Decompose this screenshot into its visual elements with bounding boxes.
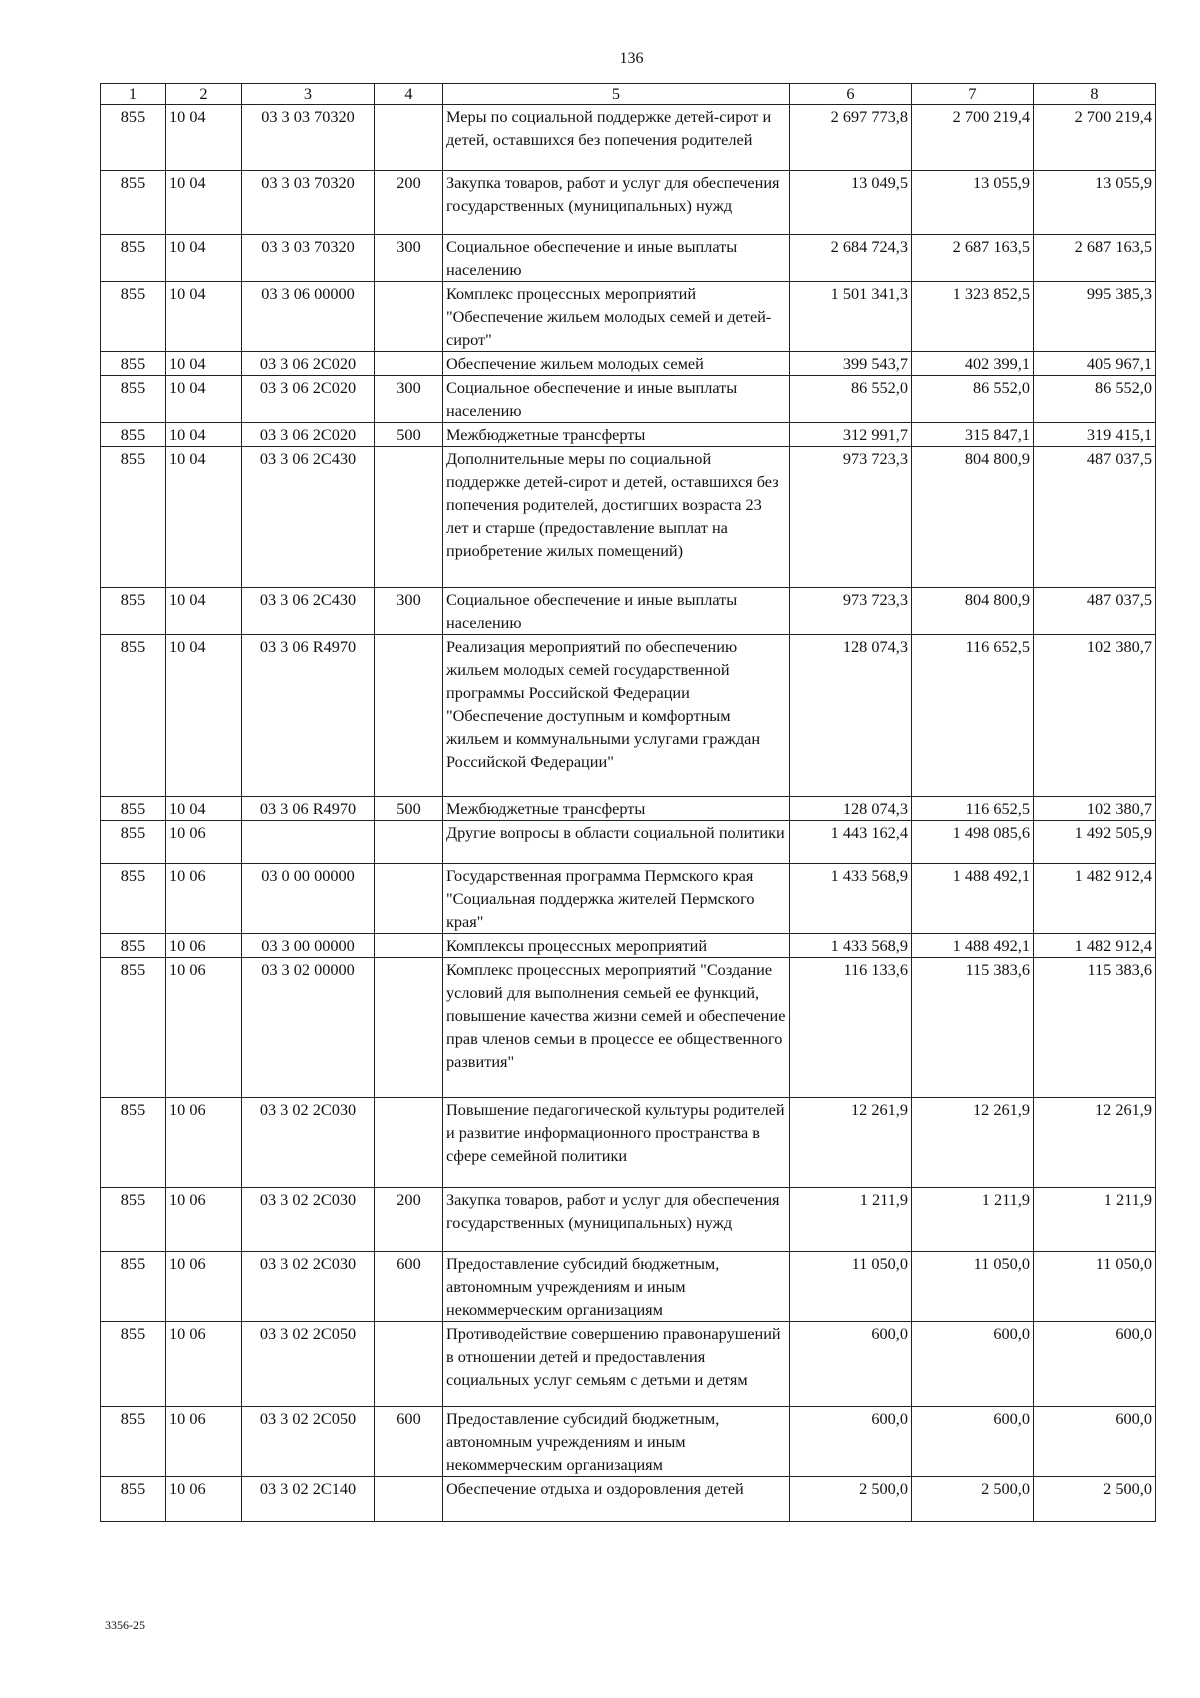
table-row bbox=[101, 864, 1156, 934]
description-cell: Межбюджетные трансферты bbox=[443, 423, 790, 447]
target-item-cell: 03 0 00 00000 bbox=[242, 864, 375, 934]
amount-year2-cell: 1 498 085,6 bbox=[912, 821, 1034, 864]
amount-year1-cell: 128 074,3 bbox=[790, 635, 912, 797]
code-cell: 855 bbox=[101, 1477, 166, 1522]
amount-year3-cell: 12 261,9 bbox=[1034, 1098, 1156, 1188]
code-cell: 855 bbox=[101, 821, 166, 864]
table-row bbox=[101, 821, 1156, 864]
amount-year3-cell: 487 037,5 bbox=[1034, 447, 1156, 588]
section-cell: 10 06 bbox=[166, 934, 242, 958]
target-item-cell: 03 3 02 2С050 bbox=[242, 1322, 375, 1407]
section-cell: 10 06 bbox=[166, 958, 242, 1098]
description-cell: Комплексы процессных мероприятий bbox=[443, 934, 790, 958]
amount-year2-cell: 115 383,6 bbox=[912, 958, 1034, 1098]
code-cell: 855 bbox=[101, 934, 166, 958]
table-row bbox=[101, 1477, 1156, 1522]
page-number: 136 bbox=[619, 50, 644, 67]
amount-year3-cell: 600,0 bbox=[1034, 1407, 1156, 1477]
amount-year3-cell: 995 385,3 bbox=[1034, 282, 1156, 352]
description-cell: Предоставление субсидий бюджетным, автономным учреждениям и иным некоммерческим организациям bbox=[443, 1407, 790, 1477]
amount-year2-cell: 116 652,5 bbox=[912, 797, 1034, 821]
amount-year3-cell: 11 050,0 bbox=[1034, 1252, 1156, 1322]
table-body bbox=[101, 105, 1156, 1522]
section-cell: 10 06 bbox=[166, 1322, 242, 1407]
section-cell: 10 04 bbox=[166, 352, 242, 376]
expense-type-cell: 200 bbox=[375, 1188, 443, 1252]
section-cell: 10 06 bbox=[166, 1188, 242, 1252]
expense-type-cell: 300 bbox=[375, 588, 443, 635]
code-cell: 855 bbox=[101, 352, 166, 376]
amount-year2-cell: 804 800,9 bbox=[912, 447, 1034, 588]
amount-year1-cell: 116 133,6 bbox=[790, 958, 912, 1098]
column-header: 2 bbox=[166, 84, 242, 105]
amount-year1-cell: 128 074,3 bbox=[790, 797, 912, 821]
description-cell: Обеспечение отдыха и оздоровления детей bbox=[443, 1477, 790, 1522]
amount-year1-cell: 1 443 162,4 bbox=[790, 821, 912, 864]
column-header: 7 bbox=[912, 84, 1034, 105]
amount-year2-cell: 2 687 163,5 bbox=[912, 235, 1034, 282]
code-cell: 855 bbox=[101, 1252, 166, 1322]
expense-type-cell: 500 bbox=[375, 797, 443, 821]
description-cell: Социальное обеспечение и иные выплаты населению bbox=[443, 235, 790, 282]
amount-year3-cell: 115 383,6 bbox=[1034, 958, 1156, 1098]
amount-year1-cell: 13 049,5 bbox=[790, 171, 912, 235]
amount-year2-cell: 1 211,9 bbox=[912, 1188, 1034, 1252]
expense-type-cell: 500 bbox=[375, 423, 443, 447]
description-cell: Противодействие совершению правонарушений в отношении детей и предоставления социальных услуг семьям с детьми и детям bbox=[443, 1322, 790, 1407]
expense-type-cell bbox=[375, 282, 443, 352]
table-row bbox=[101, 1252, 1156, 1322]
amount-year1-cell: 2 684 724,3 bbox=[790, 235, 912, 282]
target-item-cell: 03 3 02 2С030 bbox=[242, 1098, 375, 1188]
expense-type-cell bbox=[375, 105, 443, 171]
section-cell: 10 06 bbox=[166, 821, 242, 864]
description-cell: Закупка товаров, работ и услуг для обеспечения государственных (муниципальных) нужд bbox=[443, 1188, 790, 1252]
table-row bbox=[101, 635, 1156, 797]
amount-year2-cell: 116 652,5 bbox=[912, 635, 1034, 797]
code-cell: 855 bbox=[101, 864, 166, 934]
target-item-cell: 03 3 06 R4970 bbox=[242, 635, 375, 797]
description-cell: Комплекс процессных мероприятий "Обеспечение жильем молодых семей и детей-сирот" bbox=[443, 282, 790, 352]
amount-year3-cell: 2 687 163,5 bbox=[1034, 235, 1156, 282]
target-item-cell: 03 3 06 R4970 bbox=[242, 797, 375, 821]
table-row bbox=[101, 958, 1156, 1098]
section-cell: 10 04 bbox=[166, 235, 242, 282]
description-cell: Другие вопросы в области социальной политики bbox=[443, 821, 790, 864]
section-cell: 10 04 bbox=[166, 797, 242, 821]
amount-year2-cell: 12 261,9 bbox=[912, 1098, 1034, 1188]
expense-type-cell bbox=[375, 635, 443, 797]
column-header: 5 bbox=[443, 84, 790, 105]
table-row bbox=[101, 105, 1156, 171]
amount-year1-cell: 11 050,0 bbox=[790, 1252, 912, 1322]
target-item-cell: 03 3 03 70320 bbox=[242, 235, 375, 282]
amount-year2-cell: 600,0 bbox=[912, 1322, 1034, 1407]
description-cell: Реализация мероприятий по обеспечению жильем молодых семей государственной программы Российской Федерации "Обеспечение доступным и комфортным жильем и коммунальными услугами граждан Российской Федерации" bbox=[443, 635, 790, 797]
amount-year2-cell: 86 552,0 bbox=[912, 376, 1034, 423]
section-cell: 10 06 bbox=[166, 1407, 242, 1477]
section-cell: 10 04 bbox=[166, 447, 242, 588]
expense-type-cell bbox=[375, 821, 443, 864]
amount-year1-cell: 2 500,0 bbox=[790, 1477, 912, 1522]
expense-type-cell bbox=[375, 1098, 443, 1188]
header-row bbox=[101, 84, 1156, 105]
column-header: 8 bbox=[1034, 84, 1156, 105]
code-cell: 855 bbox=[101, 588, 166, 635]
description-cell: Обеспечение жильем молодых семей bbox=[443, 352, 790, 376]
table-row bbox=[101, 352, 1156, 376]
table-row bbox=[101, 1322, 1156, 1407]
target-item-cell: 03 3 00 00000 bbox=[242, 934, 375, 958]
amount-year3-cell: 102 380,7 bbox=[1034, 635, 1156, 797]
code-cell: 855 bbox=[101, 1407, 166, 1477]
amount-year2-cell: 804 800,9 bbox=[912, 588, 1034, 635]
expense-type-cell bbox=[375, 934, 443, 958]
code-cell: 855 bbox=[101, 1188, 166, 1252]
expense-type-cell: 300 bbox=[375, 376, 443, 423]
table-row bbox=[101, 282, 1156, 352]
code-cell: 855 bbox=[101, 797, 166, 821]
expense-type-cell: 200 bbox=[375, 171, 443, 235]
target-item-cell: 03 3 02 00000 bbox=[242, 958, 375, 1098]
target-item-cell: 03 3 06 2С430 bbox=[242, 588, 375, 635]
budget-table bbox=[100, 83, 1156, 1522]
description-cell: Социальное обеспечение и иные выплаты населению bbox=[443, 588, 790, 635]
code-cell: 855 bbox=[101, 635, 166, 797]
description-cell: Социальное обеспечение и иные выплаты населению bbox=[443, 376, 790, 423]
target-item-cell bbox=[242, 821, 375, 864]
amount-year3-cell: 487 037,5 bbox=[1034, 588, 1156, 635]
description-cell: Комплекс процессных мероприятий "Создание условий для выполнения семьей ее функций, повышение качества жизни семей и обеспечение прав членов семьи в процессе ее общественного развития" bbox=[443, 958, 790, 1098]
table-row bbox=[101, 423, 1156, 447]
amount-year3-cell: 600,0 bbox=[1034, 1322, 1156, 1407]
code-cell: 855 bbox=[101, 1322, 166, 1407]
expense-type-cell bbox=[375, 1322, 443, 1407]
section-cell: 10 04 bbox=[166, 635, 242, 797]
amount-year1-cell: 12 261,9 bbox=[790, 1098, 912, 1188]
target-item-cell: 03 3 06 00000 bbox=[242, 282, 375, 352]
amount-year1-cell: 973 723,3 bbox=[790, 588, 912, 635]
table-row bbox=[101, 588, 1156, 635]
target-item-cell: 03 3 06 2С430 bbox=[242, 447, 375, 588]
amount-year2-cell: 11 050,0 bbox=[912, 1252, 1034, 1322]
section-cell: 10 06 bbox=[166, 864, 242, 934]
expense-type-cell bbox=[375, 958, 443, 1098]
target-item-cell: 03 3 06 2С020 bbox=[242, 352, 375, 376]
amount-year1-cell: 1 433 568,9 bbox=[790, 934, 912, 958]
table-row bbox=[101, 797, 1156, 821]
expense-type-cell bbox=[375, 447, 443, 588]
amount-year1-cell: 86 552,0 bbox=[790, 376, 912, 423]
expense-type-cell bbox=[375, 1477, 443, 1522]
section-cell: 10 04 bbox=[166, 171, 242, 235]
table-row bbox=[101, 447, 1156, 588]
code-cell: 855 bbox=[101, 376, 166, 423]
amount-year1-cell: 1 501 341,3 bbox=[790, 282, 912, 352]
column-header: 6 bbox=[790, 84, 912, 105]
amount-year3-cell: 2 700 219,4 bbox=[1034, 105, 1156, 171]
amount-year2-cell: 13 055,9 bbox=[912, 171, 1034, 235]
column-header: 3 bbox=[242, 84, 375, 105]
amount-year1-cell: 600,0 bbox=[790, 1407, 912, 1477]
section-cell: 10 04 bbox=[166, 423, 242, 447]
description-cell: Дополнительные меры по социальной поддержке детей-сирот и детей, оставшихся без попечения родителей, достигших возраста 23 лет и старше (предоставление выплат на приобретение жилых помещений) bbox=[443, 447, 790, 588]
expense-type-cell: 600 bbox=[375, 1252, 443, 1322]
amount-year3-cell: 1 492 505,9 bbox=[1034, 821, 1156, 864]
section-cell: 10 06 bbox=[166, 1477, 242, 1522]
section-cell: 10 06 bbox=[166, 1098, 242, 1188]
document-code: 3356-25 bbox=[105, 1618, 145, 1632]
column-header: 1 bbox=[101, 84, 166, 105]
section-cell: 10 04 bbox=[166, 588, 242, 635]
code-cell: 855 bbox=[101, 171, 166, 235]
expense-type-cell: 600 bbox=[375, 1407, 443, 1477]
amount-year1-cell: 399 543,7 bbox=[790, 352, 912, 376]
code-cell: 855 bbox=[101, 235, 166, 282]
amount-year2-cell: 1 488 492,1 bbox=[912, 864, 1034, 934]
amount-year3-cell: 1 211,9 bbox=[1034, 1188, 1156, 1252]
column-header: 4 bbox=[375, 84, 443, 105]
amount-year3-cell: 319 415,1 bbox=[1034, 423, 1156, 447]
expense-type-cell bbox=[375, 352, 443, 376]
amount-year2-cell: 1 488 492,1 bbox=[912, 934, 1034, 958]
amount-year1-cell: 973 723,3 bbox=[790, 447, 912, 588]
table-row bbox=[101, 235, 1156, 282]
code-cell: 855 bbox=[101, 105, 166, 171]
amount-year1-cell: 2 697 773,8 bbox=[790, 105, 912, 171]
amount-year3-cell: 86 552,0 bbox=[1034, 376, 1156, 423]
amount-year1-cell: 600,0 bbox=[790, 1322, 912, 1407]
target-item-cell: 03 3 02 2С050 bbox=[242, 1407, 375, 1477]
amount-year1-cell: 1 211,9 bbox=[790, 1188, 912, 1252]
amount-year2-cell: 600,0 bbox=[912, 1407, 1034, 1477]
section-cell: 10 06 bbox=[166, 1252, 242, 1322]
code-cell: 855 bbox=[101, 1098, 166, 1188]
description-cell: Закупка товаров, работ и услуг для обеспечения государственных (муниципальных) нужд bbox=[443, 171, 790, 235]
section-cell: 10 04 bbox=[166, 105, 242, 171]
target-item-cell: 03 3 06 2С020 bbox=[242, 376, 375, 423]
target-item-cell: 03 3 02 2С030 bbox=[242, 1188, 375, 1252]
table-row bbox=[101, 1188, 1156, 1252]
code-cell: 855 bbox=[101, 958, 166, 1098]
code-cell: 855 bbox=[101, 447, 166, 588]
amount-year3-cell: 405 967,1 bbox=[1034, 352, 1156, 376]
target-item-cell: 03 3 03 70320 bbox=[242, 105, 375, 171]
amount-year3-cell: 2 500,0 bbox=[1034, 1477, 1156, 1522]
expense-type-cell: 300 bbox=[375, 235, 443, 282]
table-row bbox=[101, 934, 1156, 958]
expense-type-cell bbox=[375, 864, 443, 934]
table-row bbox=[101, 1098, 1156, 1188]
amount-year2-cell: 402 399,1 bbox=[912, 352, 1034, 376]
amount-year2-cell: 2 700 219,4 bbox=[912, 105, 1034, 171]
table-row bbox=[101, 171, 1156, 235]
description-cell: Меры по социальной поддержке детей-сирот и детей, оставшихся без попечения родителей bbox=[443, 105, 790, 171]
amount-year3-cell: 1 482 912,4 bbox=[1034, 934, 1156, 958]
code-cell: 855 bbox=[101, 282, 166, 352]
amount-year2-cell: 1 323 852,5 bbox=[912, 282, 1034, 352]
description-cell: Межбюджетные трансферты bbox=[443, 797, 790, 821]
table-row bbox=[101, 376, 1156, 423]
amount-year3-cell: 102 380,7 bbox=[1034, 797, 1156, 821]
target-item-cell: 03 3 02 2С140 bbox=[242, 1477, 375, 1522]
amount-year1-cell: 312 991,7 bbox=[790, 423, 912, 447]
table-row bbox=[101, 1407, 1156, 1477]
amount-year2-cell: 2 500,0 bbox=[912, 1477, 1034, 1522]
amount-year3-cell: 1 482 912,4 bbox=[1034, 864, 1156, 934]
section-cell: 10 04 bbox=[166, 282, 242, 352]
description-cell: Предоставление субсидий бюджетным, автономным учреждениям и иным некоммерческим организациям bbox=[443, 1252, 790, 1322]
target-item-cell: 03 3 03 70320 bbox=[242, 171, 375, 235]
description-cell: Повышение педагогической культуры родителей и развитие информационного пространства в сфере семейной политики bbox=[443, 1098, 790, 1188]
target-item-cell: 03 3 06 2С020 bbox=[242, 423, 375, 447]
section-cell: 10 04 bbox=[166, 376, 242, 423]
amount-year1-cell: 1 433 568,9 bbox=[790, 864, 912, 934]
description-cell: Государственная программа Пермского края "Социальная поддержка жителей Пермского края" bbox=[443, 864, 790, 934]
target-item-cell: 03 3 02 2С030 bbox=[242, 1252, 375, 1322]
code-cell: 855 bbox=[101, 423, 166, 447]
amount-year3-cell: 13 055,9 bbox=[1034, 171, 1156, 235]
amount-year2-cell: 315 847,1 bbox=[912, 423, 1034, 447]
